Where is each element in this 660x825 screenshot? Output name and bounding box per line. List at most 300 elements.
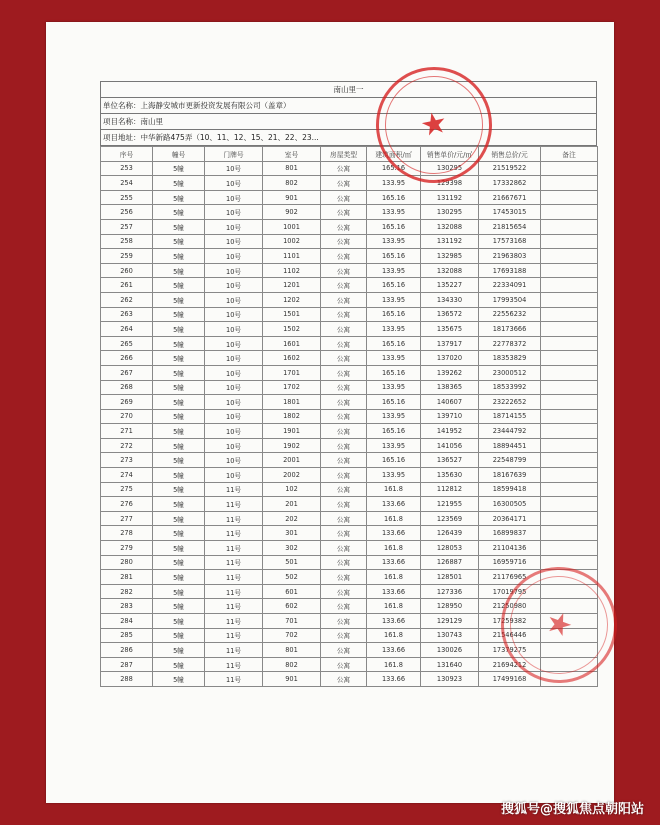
table-cell: 602: [263, 599, 321, 614]
table-cell: 265: [101, 336, 153, 351]
table-cell: 10号: [205, 161, 263, 176]
table-cell: 165.16: [367, 249, 421, 264]
table-cell: 23000512: [479, 365, 541, 380]
table-cell: 5幢: [153, 482, 205, 497]
table-cell: 161.8: [367, 511, 421, 526]
table-cell: 1801: [263, 395, 321, 410]
table-cell: 公寓: [321, 161, 367, 176]
table-cell: 10号: [205, 322, 263, 337]
table-cell: 5幢: [153, 614, 205, 629]
table-cell: 21250980: [479, 599, 541, 614]
table-cell: 136527: [421, 453, 479, 468]
table-cell: 5幢: [153, 380, 205, 395]
table-cell: 128053: [421, 541, 479, 556]
table-cell: 公寓: [321, 190, 367, 205]
table-cell: 5幢: [153, 395, 205, 410]
table-cell: 139262: [421, 365, 479, 380]
table-cell: [541, 219, 598, 234]
table-cell: 17993504: [479, 292, 541, 307]
table-cell: 133.95: [367, 234, 421, 249]
table-cell: 130295: [421, 205, 479, 220]
table-cell: 5幢: [153, 424, 205, 439]
table-cell: 公寓: [321, 643, 367, 658]
table-cell: 5幢: [153, 161, 205, 176]
table-cell: 23444792: [479, 424, 541, 439]
table-cell: 801: [263, 643, 321, 658]
table-cell: 130026: [421, 643, 479, 658]
table-cell: 802: [263, 657, 321, 672]
table-cell: 133.95: [367, 322, 421, 337]
table-cell: 274: [101, 468, 153, 483]
table-row: [101, 176, 598, 191]
table-cell: 161.8: [367, 482, 421, 497]
table-cell: 161.8: [367, 541, 421, 556]
table-cell: [541, 176, 598, 191]
table-cell: 165.16: [367, 395, 421, 410]
address-line: 项目地址：中华新路475弄（10、11、12、15、21、22、23...: [100, 130, 597, 146]
table-cell: 公寓: [321, 365, 367, 380]
table-cell: 2002: [263, 468, 321, 483]
table-cell: [541, 482, 598, 497]
table-cell: 127336: [421, 584, 479, 599]
table-cell: 128501: [421, 570, 479, 585]
table-cell: 133.95: [367, 176, 421, 191]
table-cell: [541, 161, 598, 176]
table-cell: 126887: [421, 555, 479, 570]
table-cell: 11号: [205, 584, 263, 599]
table-cell: [541, 409, 598, 424]
table-cell: 286: [101, 643, 153, 658]
table-cell: [541, 497, 598, 512]
table-cell: 10号: [205, 365, 263, 380]
table-cell: 502: [263, 570, 321, 585]
table-cell: [541, 234, 598, 249]
table-cell: 10号: [205, 336, 263, 351]
table-cell: 1102: [263, 263, 321, 278]
table-cell: 135630: [421, 468, 479, 483]
table-cell: 102: [263, 482, 321, 497]
table-cell: 137917: [421, 336, 479, 351]
column-header: 建筑面积/㎡: [367, 147, 421, 162]
table-cell: 133.95: [367, 468, 421, 483]
table-cell: 133.66: [367, 497, 421, 512]
table-cell: 133.95: [367, 205, 421, 220]
table-cell: 139710: [421, 409, 479, 424]
table-cell: 11号: [205, 657, 263, 672]
table-cell: 134330: [421, 292, 479, 307]
table-cell: 公寓: [321, 395, 367, 410]
table-row: [101, 526, 598, 541]
table-cell: 公寓: [321, 292, 367, 307]
table-cell: 21176965: [479, 570, 541, 585]
document-page: [46, 22, 614, 803]
table-cell: 5幢: [153, 497, 205, 512]
table-cell: 258: [101, 234, 153, 249]
table-cell: 1701: [263, 365, 321, 380]
table-cell: 112812: [421, 482, 479, 497]
table-cell: 17259382: [479, 614, 541, 629]
table-cell: 5幢: [153, 453, 205, 468]
table-cell: 5幢: [153, 599, 205, 614]
table-cell: 17332862: [479, 176, 541, 191]
table-cell: 129129: [421, 614, 479, 629]
table-cell: 129398: [421, 176, 479, 191]
table-cell: 1602: [263, 351, 321, 366]
table-row: [101, 307, 598, 322]
table-cell: 公寓: [321, 672, 367, 687]
table-cell: 11号: [205, 570, 263, 585]
table-cell: 5幢: [153, 541, 205, 556]
table-cell: 257: [101, 219, 153, 234]
table-cell: 22778372: [479, 336, 541, 351]
table-cell: 11号: [205, 511, 263, 526]
table-cell: [541, 526, 598, 541]
table-cell: 288: [101, 672, 153, 687]
table-cell: 5幢: [153, 657, 205, 672]
table-cell: 10号: [205, 219, 263, 234]
table-cell: 268: [101, 380, 153, 395]
column-header: 备注: [541, 147, 598, 162]
table-cell: 133.66: [367, 672, 421, 687]
table-cell: 11号: [205, 672, 263, 687]
column-header: 房屋类型: [321, 147, 367, 162]
table-cell: 801: [263, 161, 321, 176]
table-cell: 11号: [205, 614, 263, 629]
table-cell: 公寓: [321, 307, 367, 322]
table-cell: 公寓: [321, 657, 367, 672]
table-cell: 公寓: [321, 278, 367, 293]
table-cell: 287: [101, 657, 153, 672]
table-cell: 2001: [263, 453, 321, 468]
table-cell: 10号: [205, 424, 263, 439]
table-cell: 137020: [421, 351, 479, 366]
table-cell: 282: [101, 584, 153, 599]
table-cell: 253: [101, 161, 153, 176]
table-cell: 276: [101, 497, 153, 512]
table-cell: 302: [263, 541, 321, 556]
table-cell: 公寓: [321, 526, 367, 541]
table-cell: 11号: [205, 541, 263, 556]
table-cell: 10号: [205, 453, 263, 468]
table-row: [101, 468, 598, 483]
table-row: [101, 161, 598, 176]
table-cell: 17499168: [479, 672, 541, 687]
table-cell: 10号: [205, 278, 263, 293]
table-row: [101, 424, 598, 439]
table-cell: [541, 438, 598, 453]
table-cell: 165.16: [367, 161, 421, 176]
table-cell: 165.16: [367, 453, 421, 468]
table-cell: 267: [101, 365, 153, 380]
table-cell: 公寓: [321, 438, 367, 453]
table-cell: 1601: [263, 336, 321, 351]
star-icon: ★: [540, 603, 578, 646]
star-icon: ★: [417, 104, 451, 145]
table-cell: 133.66: [367, 526, 421, 541]
table-cell: 126439: [421, 526, 479, 541]
table-cell: 10号: [205, 176, 263, 191]
table-cell: 20364171: [479, 511, 541, 526]
table-cell: 275: [101, 482, 153, 497]
table-cell: [541, 424, 598, 439]
table-cell: 133.95: [367, 380, 421, 395]
table-cell: 301: [263, 526, 321, 541]
table-cell: 902: [263, 205, 321, 220]
table-cell: 22556232: [479, 307, 541, 322]
table-cell: 133.66: [367, 555, 421, 570]
table-cell: 278: [101, 526, 153, 541]
table-cell: 5幢: [153, 176, 205, 191]
table-cell: 5幢: [153, 584, 205, 599]
table-cell: 1001: [263, 219, 321, 234]
table-cell: 133.95: [367, 438, 421, 453]
table-cell: 21694212: [479, 657, 541, 672]
table-cell: 10号: [205, 468, 263, 483]
table-cell: 280: [101, 555, 153, 570]
table-cell: 133.66: [367, 643, 421, 658]
table-cell: 254: [101, 176, 153, 191]
table-cell: 161.8: [367, 628, 421, 643]
table-cell: 123569: [421, 511, 479, 526]
table-cell: 1202: [263, 292, 321, 307]
table-cell: 11号: [205, 599, 263, 614]
table-cell: 10号: [205, 351, 263, 366]
table-row: [101, 190, 598, 205]
table-cell: 702: [263, 628, 321, 643]
table-cell: 140607: [421, 395, 479, 410]
table-cell: 133.95: [367, 409, 421, 424]
table-row: [101, 672, 598, 687]
table-cell: 10号: [205, 395, 263, 410]
table-cell: 17379275: [479, 643, 541, 658]
table-cell: [541, 511, 598, 526]
table-cell: 130743: [421, 628, 479, 643]
table-cell: 501: [263, 555, 321, 570]
table-cell: 259: [101, 249, 153, 264]
table-cell: 11号: [205, 555, 263, 570]
table-cell: [541, 541, 598, 556]
table-cell: 公寓: [321, 409, 367, 424]
table-cell: 141056: [421, 438, 479, 453]
table-cell: 23222652: [479, 395, 541, 410]
table-cell: 165.16: [367, 424, 421, 439]
table-cell: 165.16: [367, 307, 421, 322]
table-cell: 132985: [421, 249, 479, 264]
table-cell: 802: [263, 176, 321, 191]
table-cell: 165.16: [367, 190, 421, 205]
table-cell: 公寓: [321, 176, 367, 191]
column-header: 幢号: [153, 147, 205, 162]
table-cell: 165.16: [367, 219, 421, 234]
table-cell: 5幢: [153, 219, 205, 234]
table-cell: 202: [263, 511, 321, 526]
table-row: [101, 292, 598, 307]
table-cell: 21667671: [479, 190, 541, 205]
table-cell: 136572: [421, 307, 479, 322]
table-cell: 272: [101, 438, 153, 453]
column-header: 销售单价/元/㎡: [421, 147, 479, 162]
table-cell: 135675: [421, 322, 479, 337]
table-cell: 133.95: [367, 263, 421, 278]
table-cell: [541, 278, 598, 293]
table-cell: 261: [101, 278, 153, 293]
table-cell: 公寓: [321, 336, 367, 351]
table-cell: [541, 263, 598, 278]
table-cell: [541, 190, 598, 205]
table-row: [101, 380, 598, 395]
table-cell: 11号: [205, 628, 263, 643]
table-cell: 17573168: [479, 234, 541, 249]
table-cell: 5幢: [153, 643, 205, 658]
table-cell: 130923: [421, 672, 479, 687]
table-cell: 133.95: [367, 292, 421, 307]
document-title: 南山里一: [100, 81, 597, 98]
table-cell: 1101: [263, 249, 321, 264]
project-line: 项目名称：南山里: [100, 114, 597, 130]
table-row: [101, 497, 598, 512]
table-row: [101, 205, 598, 220]
table-cell: 18167639: [479, 468, 541, 483]
table-cell: 133.66: [367, 584, 421, 599]
table-cell: 18894451: [479, 438, 541, 453]
table-cell: 260: [101, 263, 153, 278]
table-cell: 269: [101, 395, 153, 410]
table-cell: 10号: [205, 409, 263, 424]
table-cell: 公寓: [321, 351, 367, 366]
table-row: [101, 322, 598, 337]
table-cell: [541, 249, 598, 264]
table-cell: 公寓: [321, 497, 367, 512]
table-cell: 5幢: [153, 205, 205, 220]
table-cell: 271: [101, 424, 153, 439]
column-header: 序号: [101, 147, 153, 162]
table-cell: 10号: [205, 190, 263, 205]
table-cell: 11号: [205, 497, 263, 512]
table-cell: [541, 395, 598, 410]
table-cell: 901: [263, 672, 321, 687]
table-cell: 262: [101, 292, 153, 307]
table-row: [101, 278, 598, 293]
table-cell: 5幢: [153, 190, 205, 205]
table-cell: 901: [263, 190, 321, 205]
table-row: [101, 541, 598, 556]
table-cell: 21104136: [479, 541, 541, 556]
table-cell: 公寓: [321, 628, 367, 643]
table-cell: 10号: [205, 307, 263, 322]
table-cell: 10号: [205, 292, 263, 307]
table-cell: [541, 307, 598, 322]
table-cell: 公寓: [321, 219, 367, 234]
table-cell: 5幢: [153, 322, 205, 337]
table-cell: 132088: [421, 219, 479, 234]
table-cell: 公寓: [321, 570, 367, 585]
table-cell: 165.16: [367, 365, 421, 380]
table-row: [101, 336, 598, 351]
table-cell: 5幢: [153, 511, 205, 526]
table-cell: 10号: [205, 234, 263, 249]
table-cell: [541, 205, 598, 220]
table-row: [101, 482, 598, 497]
table-cell: 公寓: [321, 380, 367, 395]
table-header-row: [101, 147, 598, 162]
table-cell: 5幢: [153, 409, 205, 424]
table-cell: 5幢: [153, 526, 205, 541]
table-cell: 5幢: [153, 336, 205, 351]
table-cell: 17019795: [479, 584, 541, 599]
table-cell: 256: [101, 205, 153, 220]
table-cell: [541, 453, 598, 468]
table-cell: 255: [101, 190, 153, 205]
table-row: [101, 555, 598, 570]
table-cell: 10号: [205, 249, 263, 264]
table-cell: 5幢: [153, 570, 205, 585]
table-cell: 1902: [263, 438, 321, 453]
table-cell: 公寓: [321, 234, 367, 249]
table-cell: 138365: [421, 380, 479, 395]
table-row: [101, 453, 598, 468]
table-cell: 161.8: [367, 657, 421, 672]
table-cell: 5幢: [153, 438, 205, 453]
table-cell: 5幢: [153, 555, 205, 570]
table-cell: 公寓: [321, 424, 367, 439]
table-row: [101, 438, 598, 453]
table-cell: 284: [101, 614, 153, 629]
table-cell: [541, 365, 598, 380]
company-line: 单位名称：上海静安城市更新投资发展有限公司（盖章）: [100, 98, 597, 114]
table-cell: 10号: [205, 438, 263, 453]
table-cell: 11号: [205, 643, 263, 658]
table-cell: 公寓: [321, 453, 367, 468]
table-row: [101, 351, 598, 366]
table-cell: 11号: [205, 482, 263, 497]
table-cell: 21963803: [479, 249, 541, 264]
table-cell: 264: [101, 322, 153, 337]
table-cell: 5幢: [153, 292, 205, 307]
table-cell: 601: [263, 584, 321, 599]
table-row: [101, 365, 598, 380]
table-cell: 5幢: [153, 468, 205, 483]
table-cell: 161.8: [367, 599, 421, 614]
table-cell: 285: [101, 628, 153, 643]
table-cell: 1901: [263, 424, 321, 439]
table-row: [101, 511, 598, 526]
table-cell: [541, 292, 598, 307]
table-cell: 201: [263, 497, 321, 512]
table-cell: 16300505: [479, 497, 541, 512]
table-cell: 5幢: [153, 365, 205, 380]
table-cell: 1501: [263, 307, 321, 322]
table-row: [101, 234, 598, 249]
table-cell: 131192: [421, 190, 479, 205]
table-cell: 公寓: [321, 511, 367, 526]
table-cell: 公寓: [321, 482, 367, 497]
table-cell: 161.8: [367, 570, 421, 585]
table-cell: 5幢: [153, 234, 205, 249]
table-cell: 266: [101, 351, 153, 366]
table-cell: 18714155: [479, 409, 541, 424]
table-cell: 135227: [421, 278, 479, 293]
table-cell: 132088: [421, 263, 479, 278]
table-cell: 21519522: [479, 161, 541, 176]
table-cell: 5幢: [153, 672, 205, 687]
table-row: [101, 249, 598, 264]
column-header: 室号: [263, 147, 321, 162]
table-cell: 公寓: [321, 263, 367, 278]
table-cell: [541, 351, 598, 366]
table-cell: 11号: [205, 526, 263, 541]
table-row: [101, 409, 598, 424]
table-cell: 121955: [421, 497, 479, 512]
